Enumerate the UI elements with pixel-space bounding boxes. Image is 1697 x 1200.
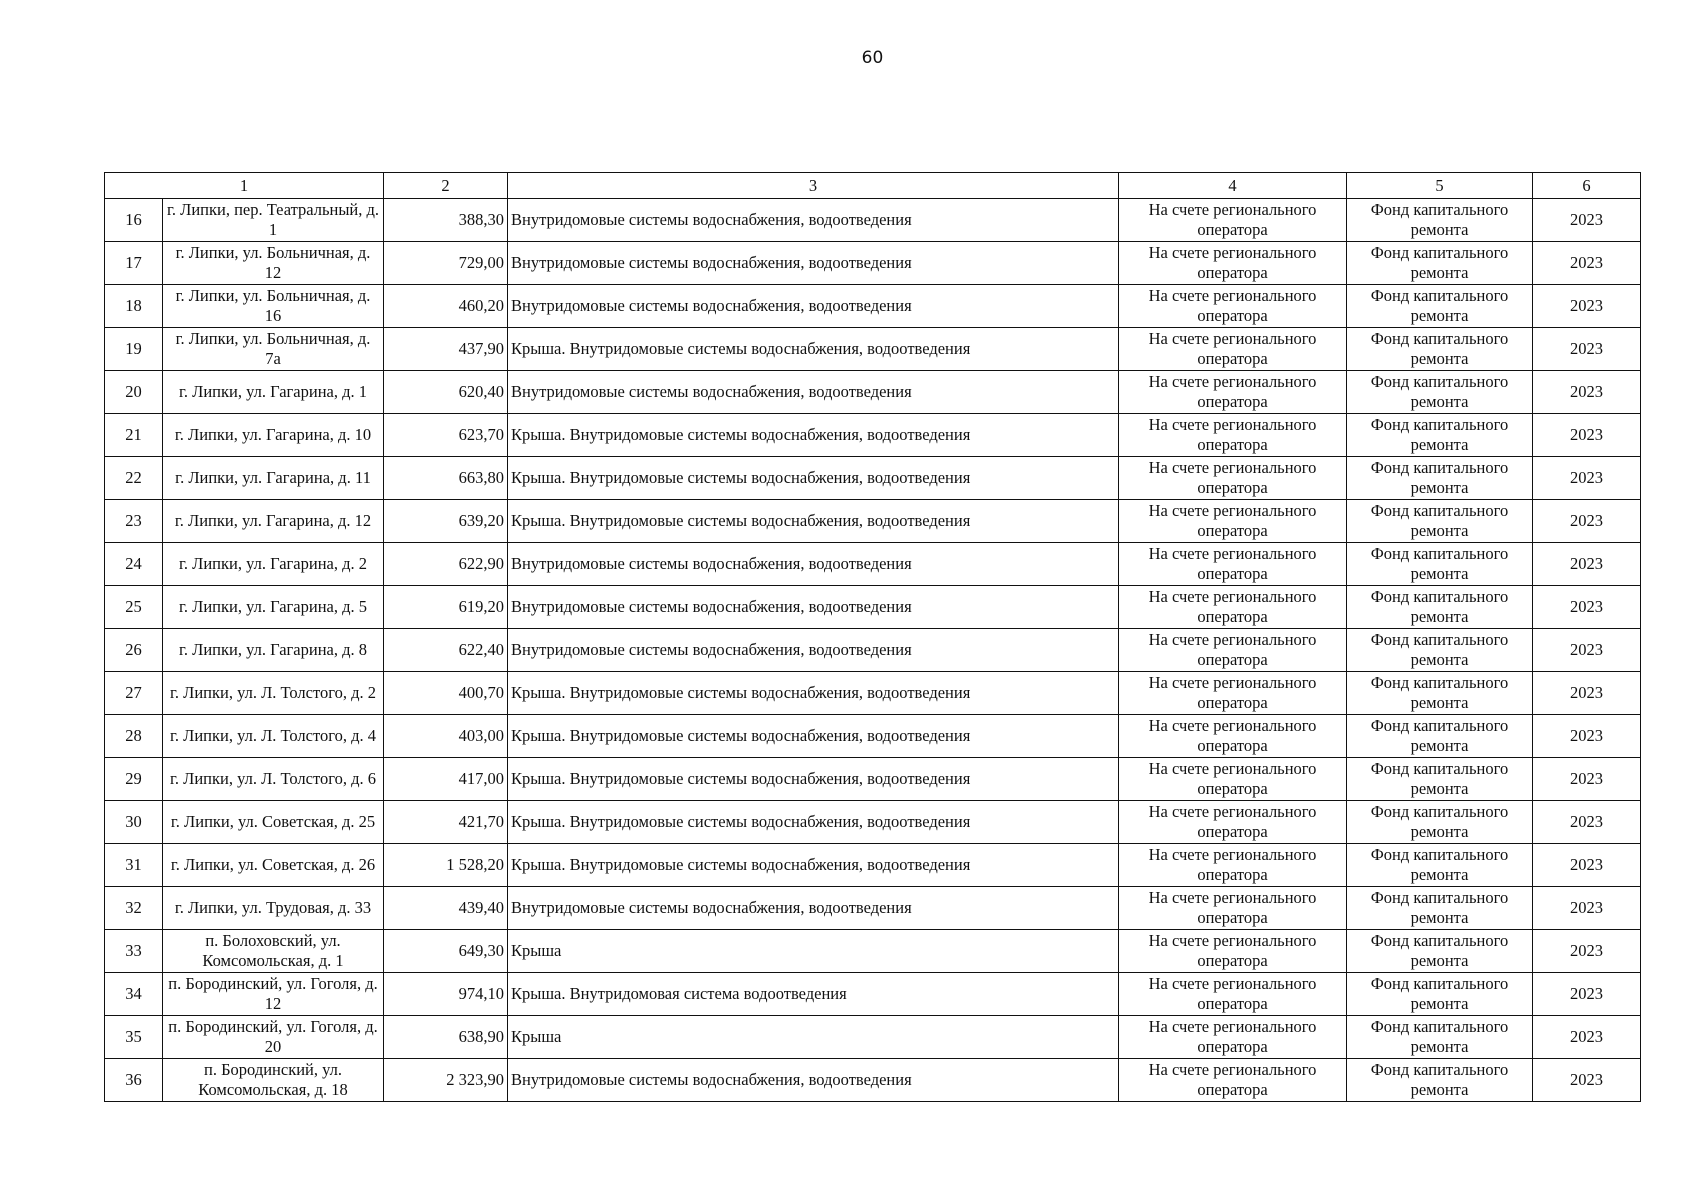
row-number: 19 xyxy=(105,328,163,371)
works-cell: Крыша. Внутридомовые системы водоснабжения, водоотведения xyxy=(508,801,1119,844)
row-number: 16 xyxy=(105,199,163,242)
works-cell: Крыша. Внутридомовые системы водоснабжения, водоотведения xyxy=(508,844,1119,887)
table-row xyxy=(105,973,1641,1016)
funding-source-cell: Фонд капитального ремонта xyxy=(1347,500,1533,543)
funding-source-cell: Фонд капитального ремонта xyxy=(1347,973,1533,1016)
area-cell: 729,00 xyxy=(384,242,508,285)
account-cell: На счете регионального оператора xyxy=(1119,414,1347,457)
table-row xyxy=(105,672,1641,715)
table-row xyxy=(105,457,1641,500)
funding-source-cell: Фонд капитального ремонта xyxy=(1347,629,1533,672)
address-cell: г. Липки, ул. Больничная, д. 7а xyxy=(163,328,384,371)
year-cell: 2023 xyxy=(1533,1016,1641,1059)
account-cell: На счете регионального оператора xyxy=(1119,930,1347,973)
area-cell: 421,70 xyxy=(384,801,508,844)
account-cell: На счете регионального оператора xyxy=(1119,457,1347,500)
address-cell: г. Липки, ул. Гагарина, д. 5 xyxy=(163,586,384,629)
row-number: 21 xyxy=(105,414,163,457)
area-cell: 622,90 xyxy=(384,543,508,586)
year-cell: 2023 xyxy=(1533,715,1641,758)
account-cell: На счете регионального оператора xyxy=(1119,758,1347,801)
address-cell: г. Липки, ул. Гагарина, д. 12 xyxy=(163,500,384,543)
column-header-4: 4 xyxy=(1119,173,1347,199)
address-cell: г. Липки, ул. Гагарина, д. 8 xyxy=(163,629,384,672)
year-cell: 2023 xyxy=(1533,371,1641,414)
row-number: 31 xyxy=(105,844,163,887)
year-cell: 2023 xyxy=(1533,242,1641,285)
works-cell: Крыша. Внутридомовые системы водоснабжения, водоотведения xyxy=(508,715,1119,758)
address-cell: г. Липки, ул. Л. Толстого, д. 2 xyxy=(163,672,384,715)
address-cell: г. Липки, пер. Театральный, д. 1 xyxy=(163,199,384,242)
funding-source-cell: Фонд капитального ремонта xyxy=(1347,586,1533,629)
year-cell: 2023 xyxy=(1533,887,1641,930)
area-cell: 974,10 xyxy=(384,973,508,1016)
funding-source-cell: Фонд капитального ремонта xyxy=(1347,758,1533,801)
funding-source-cell: Фонд капитального ремонта xyxy=(1347,285,1533,328)
year-cell: 2023 xyxy=(1533,414,1641,457)
row-number: 29 xyxy=(105,758,163,801)
address-cell: г. Липки, ул. Л. Толстого, д. 6 xyxy=(163,758,384,801)
area-cell: 400,70 xyxy=(384,672,508,715)
row-number: 23 xyxy=(105,500,163,543)
row-number: 17 xyxy=(105,242,163,285)
column-header-1: 1 xyxy=(105,173,384,199)
year-cell: 2023 xyxy=(1533,199,1641,242)
account-cell: На счете регионального оператора xyxy=(1119,371,1347,414)
row-number: 35 xyxy=(105,1016,163,1059)
works-cell: Внутридомовые системы водоснабжения, водоотведения xyxy=(508,285,1119,328)
area-cell: 403,00 xyxy=(384,715,508,758)
table-row xyxy=(105,328,1641,371)
account-cell: На счете регионального оператора xyxy=(1119,844,1347,887)
row-number: 33 xyxy=(105,930,163,973)
account-cell: На счете регионального оператора xyxy=(1119,242,1347,285)
year-cell: 2023 xyxy=(1533,758,1641,801)
funding-source-cell: Фонд капитального ремонта xyxy=(1347,801,1533,844)
table-row xyxy=(105,844,1641,887)
address-cell: г. Липки, ул. Л. Толстого, д. 4 xyxy=(163,715,384,758)
funding-source-cell: Фонд капитального ремонта xyxy=(1347,887,1533,930)
funding-source-cell: Фонд капитального ремонта xyxy=(1347,199,1533,242)
works-cell: Крыша xyxy=(508,1016,1119,1059)
area-cell: 623,70 xyxy=(384,414,508,457)
year-cell: 2023 xyxy=(1533,672,1641,715)
works-cell: Внутридомовые системы водоснабжения, водоотведения xyxy=(508,887,1119,930)
table-row xyxy=(105,930,1641,973)
address-cell: п. Болоховский, ул. Комсомольская, д. 1 xyxy=(163,930,384,973)
account-cell: На счете регионального оператора xyxy=(1119,500,1347,543)
funding-source-cell: Фонд капитального ремонта xyxy=(1347,930,1533,973)
address-cell: г. Липки, ул. Гагарина, д. 10 xyxy=(163,414,384,457)
area-cell: 619,20 xyxy=(384,586,508,629)
address-cell: п. Бородинский, ул. Гоголя, д. 12 xyxy=(163,973,384,1016)
works-cell: Внутридомовые системы водоснабжения, водоотведения xyxy=(508,586,1119,629)
row-number: 26 xyxy=(105,629,163,672)
table-row xyxy=(105,543,1641,586)
year-cell: 2023 xyxy=(1533,844,1641,887)
works-cell: Внутридомовые системы водоснабжения, водоотведения xyxy=(508,371,1119,414)
year-cell: 2023 xyxy=(1533,543,1641,586)
account-cell: На счете регионального оператора xyxy=(1119,801,1347,844)
funding-source-cell: Фонд капитального ремонта xyxy=(1347,844,1533,887)
row-number: 36 xyxy=(105,1059,163,1102)
area-cell: 622,40 xyxy=(384,629,508,672)
account-cell: На счете регионального оператора xyxy=(1119,672,1347,715)
table-row xyxy=(105,1059,1641,1102)
year-cell: 2023 xyxy=(1533,930,1641,973)
works-cell: Внутридомовые системы водоснабжения, водоотведения xyxy=(508,629,1119,672)
repair-schedule-table xyxy=(104,172,1641,1102)
account-cell: На счете регионального оператора xyxy=(1119,973,1347,1016)
works-cell: Внутридомовые системы водоснабжения, водоотведения xyxy=(508,543,1119,586)
works-cell: Крыша. Внутридомовые системы водоснабжения, водоотведения xyxy=(508,328,1119,371)
works-cell: Крыша xyxy=(508,930,1119,973)
year-cell: 2023 xyxy=(1533,500,1641,543)
address-cell: г. Липки, ул. Гагарина, д. 2 xyxy=(163,543,384,586)
works-cell: Крыша. Внутридомовые системы водоснабжения, водоотведения xyxy=(508,672,1119,715)
table-row xyxy=(105,414,1641,457)
account-cell: На счете регионального оператора xyxy=(1119,1059,1347,1102)
address-cell: г. Липки, ул. Гагарина, д. 1 xyxy=(163,371,384,414)
table-row xyxy=(105,629,1641,672)
row-number: 24 xyxy=(105,543,163,586)
table-row xyxy=(105,500,1641,543)
funding-source-cell: Фонд капитального ремонта xyxy=(1347,414,1533,457)
funding-source-cell: Фонд капитального ремонта xyxy=(1347,715,1533,758)
account-cell: На счете регионального оператора xyxy=(1119,586,1347,629)
account-cell: На счете регионального оператора xyxy=(1119,199,1347,242)
area-cell: 639,20 xyxy=(384,500,508,543)
address-cell: г. Липки, ул. Гагарина, д. 11 xyxy=(163,457,384,500)
address-cell: г. Липки, ул. Больничная, д. 16 xyxy=(163,285,384,328)
address-cell: г. Липки, ул. Больничная, д. 12 xyxy=(163,242,384,285)
row-number: 20 xyxy=(105,371,163,414)
column-header-3: 3 xyxy=(508,173,1119,199)
table-row xyxy=(105,1016,1641,1059)
address-cell: п. Бородинский, ул. Комсомольская, д. 18 xyxy=(163,1059,384,1102)
row-number: 22 xyxy=(105,457,163,500)
table-row xyxy=(105,887,1641,930)
works-cell: Внутридомовые системы водоснабжения, водоотведения xyxy=(508,1059,1119,1102)
address-cell: г. Липки, ул. Советская, д. 26 xyxy=(163,844,384,887)
column-header-6: 6 xyxy=(1533,173,1641,199)
row-number: 32 xyxy=(105,887,163,930)
address-cell: г. Липки, ул. Трудовая, д. 33 xyxy=(163,887,384,930)
area-cell: 437,90 xyxy=(384,328,508,371)
account-cell: На счете регионального оператора xyxy=(1119,285,1347,328)
table-row xyxy=(105,242,1641,285)
account-cell: На счете регионального оператора xyxy=(1119,715,1347,758)
page-number: 60 xyxy=(861,48,884,68)
works-cell: Внутридомовые системы водоснабжения, водоотведения xyxy=(508,242,1119,285)
table-header xyxy=(105,173,1641,199)
table-body xyxy=(105,199,1641,1102)
account-cell: На счете регионального оператора xyxy=(1119,629,1347,672)
funding-source-cell: Фонд капитального ремонта xyxy=(1347,543,1533,586)
works-cell: Крыша. Внутридомовые системы водоснабжения, водоотведения xyxy=(508,758,1119,801)
table-row xyxy=(105,801,1641,844)
table-row xyxy=(105,758,1641,801)
funding-source-cell: Фонд капитального ремонта xyxy=(1347,672,1533,715)
row-number: 34 xyxy=(105,973,163,1016)
table-row xyxy=(105,199,1641,242)
table-row xyxy=(105,371,1641,414)
year-cell: 2023 xyxy=(1533,285,1641,328)
area-cell: 439,40 xyxy=(384,887,508,930)
account-cell: На счете регионального оператора xyxy=(1119,543,1347,586)
area-cell: 620,40 xyxy=(384,371,508,414)
area-cell: 388,30 xyxy=(384,199,508,242)
year-cell: 2023 xyxy=(1533,457,1641,500)
area-cell: 663,80 xyxy=(384,457,508,500)
funding-source-cell: Фонд капитального ремонта xyxy=(1347,242,1533,285)
address-cell: п. Бородинский, ул. Гоголя, д. 20 xyxy=(163,1016,384,1059)
account-cell: На счете регионального оператора xyxy=(1119,1016,1347,1059)
funding-source-cell: Фонд капитального ремонта xyxy=(1347,1016,1533,1059)
table-row xyxy=(105,586,1641,629)
area-cell: 2 323,90 xyxy=(384,1059,508,1102)
row-number: 27 xyxy=(105,672,163,715)
area-cell: 460,20 xyxy=(384,285,508,328)
year-cell: 2023 xyxy=(1533,1059,1641,1102)
funding-source-cell: Фонд капитального ремонта xyxy=(1347,328,1533,371)
account-cell: На счете регионального оператора xyxy=(1119,887,1347,930)
area-cell: 1 528,20 xyxy=(384,844,508,887)
header-row xyxy=(105,173,1641,199)
account-cell: На счете регионального оператора xyxy=(1119,328,1347,371)
area-cell: 649,30 xyxy=(384,930,508,973)
year-cell: 2023 xyxy=(1533,629,1641,672)
year-cell: 2023 xyxy=(1533,328,1641,371)
works-cell: Крыша. Внутридомовая система водоотведения xyxy=(508,973,1119,1016)
year-cell: 2023 xyxy=(1533,586,1641,629)
works-cell: Крыша. Внутридомовые системы водоснабжения, водоотведения xyxy=(508,457,1119,500)
column-header-2: 2 xyxy=(384,173,508,199)
year-cell: 2023 xyxy=(1533,973,1641,1016)
area-cell: 417,00 xyxy=(384,758,508,801)
address-cell: г. Липки, ул. Советская, д. 25 xyxy=(163,801,384,844)
column-header-5: 5 xyxy=(1347,173,1533,199)
works-cell: Крыша. Внутридомовые системы водоснабжения, водоотведения xyxy=(508,414,1119,457)
works-cell: Крыша. Внутридомовые системы водоснабжения, водоотведения xyxy=(508,500,1119,543)
row-number: 28 xyxy=(105,715,163,758)
area-cell: 638,90 xyxy=(384,1016,508,1059)
row-number: 30 xyxy=(105,801,163,844)
row-number: 25 xyxy=(105,586,163,629)
table-row xyxy=(105,715,1641,758)
funding-source-cell: Фонд капитального ремонта xyxy=(1347,1059,1533,1102)
row-number: 18 xyxy=(105,285,163,328)
funding-source-cell: Фонд капитального ремонта xyxy=(1347,457,1533,500)
works-cell: Внутридомовые системы водоснабжения, водоотведения xyxy=(508,199,1119,242)
year-cell: 2023 xyxy=(1533,801,1641,844)
funding-source-cell: Фонд капитального ремонта xyxy=(1347,371,1533,414)
table-row xyxy=(105,285,1641,328)
